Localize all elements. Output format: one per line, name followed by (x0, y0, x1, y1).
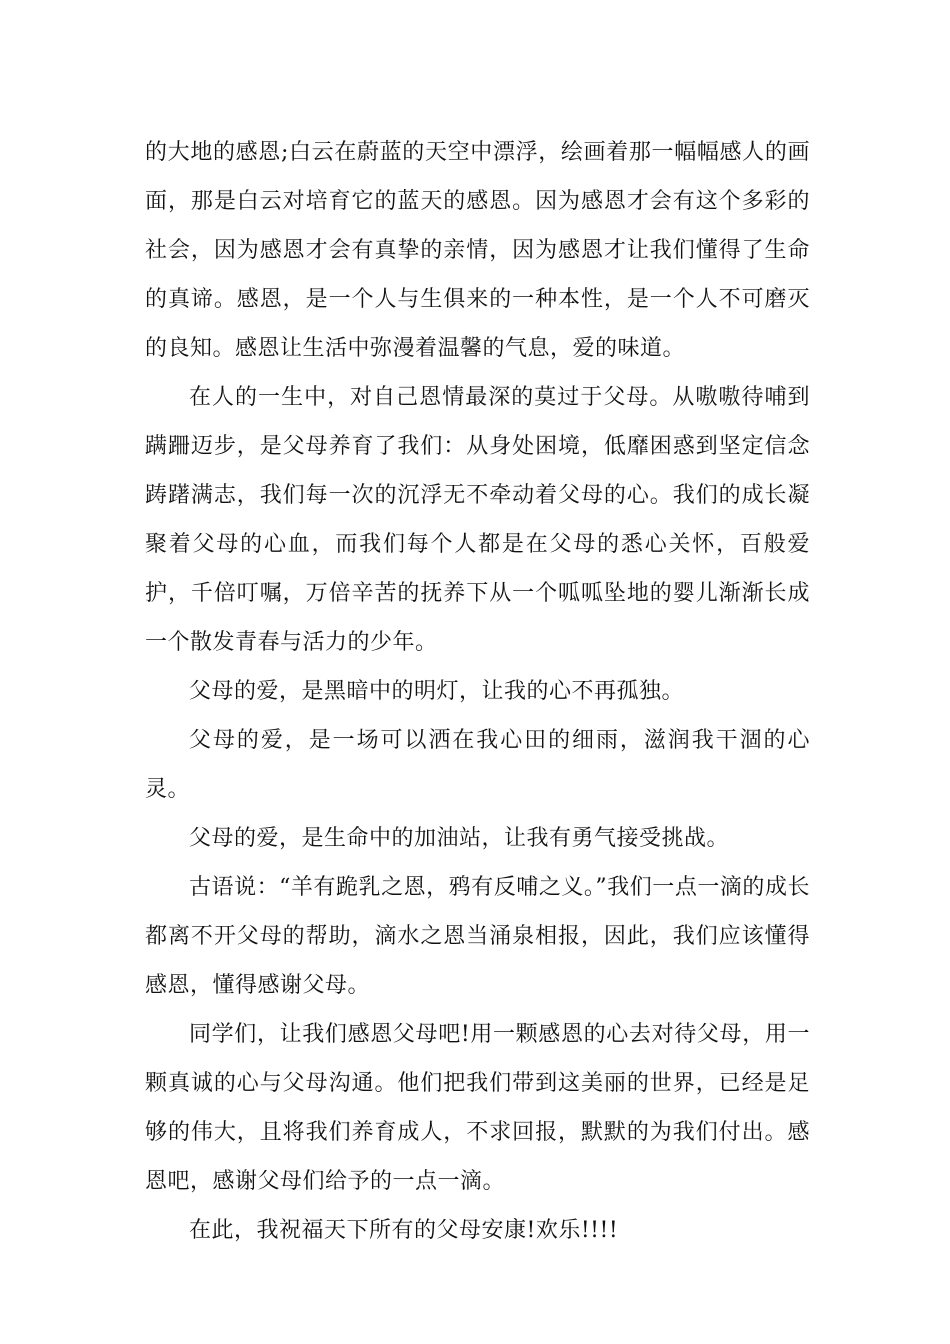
paragraph-parents-grace: 在人的一生中，对自己恩情最深的莫过于父母。从嗷嗷待哺到蹒跚迈步，是父母养育了我们：从身处困境，低靡困惑到坚定信念踌躇满志，我们每一次的沉浮无不牵动着父母的心。我们的成长凝聚着父母的心血，而我们每个人都是在父母的悉心关怀，百般爱护，千倍叮嘱，万倍辛苦的抚养下从一个呱呱坠地的婴儿渐渐长成一个散发青春与活力的少年。 (145, 385, 810, 655)
paragraph-continuation: 的大地的感恩;白云在蔚蓝的天空中漂浮，绘画着那一幅幅感人的画面，那是白云对培育它的蓝天的感恩。因为感恩才会有这个多彩的社会，因为感恩才会有真挚的亲情，因为感恩才让我们懂得了生命的真谛。感恩，是一个人与生俱来的一种本性，是一个人不可磨灭的良知。感恩让生活中弥漫着温馨的气息，爱的味道。 (145, 140, 810, 361)
paragraph-call-to-classmates: 同学们，让我们感恩父母吧!用一颗感恩的心去对待父母，用一颗真诚的心与父母沟通。他们把我们带到这美丽的世界，已经是足够的伟大，且将我们养育成人，不求回报，默默的为我们付出。感恩吧，感谢父母们给予的一点一滴。 (145, 1022, 810, 1194)
paragraph-proverb: 古语说：“羊有跪乳之恩，鸦有反哺之义。”我们一点一滴的成长都离不开父母的帮助，滴水之恩当涌泉相报，因此，我们应该懂得感恩，懂得感谢父母。 (145, 875, 810, 998)
paragraph-love-rain: 父母的爱，是一场可以洒在我心田的细雨，滋润我干涸的心灵。 (145, 728, 810, 802)
paragraph-love-lamp: 父母的爱，是黑暗中的明灯，让我的心不再孤独。 (189, 679, 685, 704)
document-body (145, 128, 810, 1255)
paragraph-blessing: 在此，我祝福天下所有的父母安康!欢乐!!!! (189, 1218, 619, 1243)
paragraph-love-station: 父母的爱，是生命中的加油站，让我有勇气接受挑战。 (189, 826, 730, 851)
